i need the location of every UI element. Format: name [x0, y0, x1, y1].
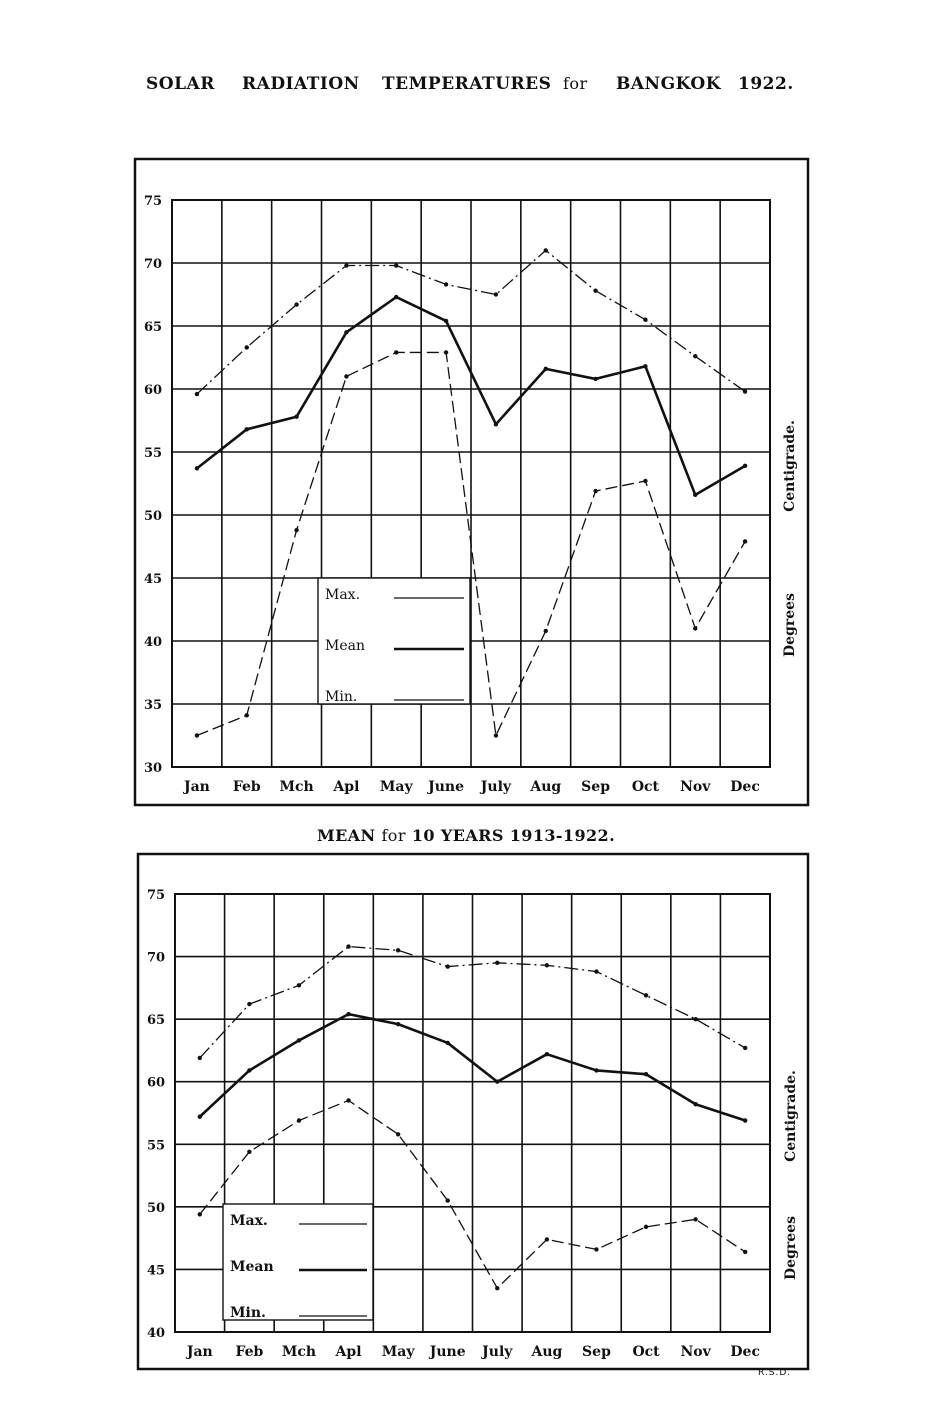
legend-label: Max. — [230, 1213, 268, 1229]
x-tick-label: Dec — [730, 1344, 760, 1360]
y-tick-label: 75 — [147, 888, 166, 903]
x-tick-label: May — [379, 779, 413, 795]
data-point-max — [245, 345, 249, 349]
y-tick-label: 40 — [147, 1326, 166, 1341]
data-point-min — [743, 539, 747, 543]
data-point-max — [743, 389, 747, 393]
legend-label: Max. — [325, 587, 361, 603]
data-point-min — [693, 626, 697, 630]
title-word-2: RADIATION — [242, 74, 360, 94]
x-tick-label: July — [482, 1344, 513, 1360]
data-point-max — [495, 961, 499, 965]
second-title-part-2: for — [381, 826, 406, 845]
y-tick-label: 75 — [144, 194, 163, 209]
data-point-mean — [495, 1080, 499, 1084]
data-point-min — [594, 1247, 598, 1251]
data-point-max — [594, 969, 598, 973]
y-axis-label-degrees: Degrees — [783, 1216, 799, 1280]
data-point-mean — [344, 330, 348, 334]
x-tick-label: June — [428, 779, 465, 795]
data-point-min — [245, 713, 249, 717]
x-tick-label: Apl — [335, 1344, 362, 1360]
data-point-mean — [294, 415, 298, 419]
data-point-min — [297, 1118, 301, 1122]
y-tick-label: 60 — [144, 383, 163, 398]
data-point-mean — [297, 1038, 301, 1042]
title-word-4: for — [563, 74, 588, 93]
data-point-min — [294, 528, 298, 532]
data-point-mean — [346, 1012, 350, 1016]
legend-label: Min. — [325, 689, 358, 705]
data-point-mean — [396, 1022, 400, 1026]
data-point-min — [495, 1286, 499, 1290]
data-point-min — [394, 350, 398, 354]
data-point-mean — [545, 1052, 549, 1056]
data-point-max — [396, 948, 400, 952]
legend-label: Mean — [325, 638, 365, 654]
x-tick-label: Dec — [730, 779, 760, 795]
y-axis-label-centigrade: Centigrade. — [782, 420, 798, 512]
data-point-max — [198, 1056, 202, 1060]
data-point-mean — [394, 295, 398, 299]
chart-2 — [138, 854, 808, 1369]
data-point-mean — [195, 466, 199, 470]
data-point-mean — [594, 1068, 598, 1072]
data-point-mean — [743, 1118, 747, 1122]
y-tick-label: 65 — [144, 320, 163, 335]
y-tick-label: 50 — [144, 509, 163, 524]
x-tick-label: Nov — [680, 779, 711, 795]
x-tick-label: July — [480, 779, 512, 795]
data-point-max — [593, 289, 597, 293]
data-point-max — [444, 282, 448, 286]
y-axis-label-centigrade: Centigrade. — [783, 1070, 799, 1162]
data-point-mean — [693, 493, 697, 497]
chart-1 — [135, 159, 808, 805]
y-tick-label: 30 — [144, 761, 163, 776]
data-point-max — [693, 354, 697, 358]
x-tick-label: Feb — [235, 1344, 264, 1360]
data-point-min — [344, 374, 348, 378]
data-point-min — [593, 489, 597, 493]
legend-label: Min. — [230, 1305, 266, 1321]
y-tick-label: 45 — [144, 572, 163, 587]
second-title-part-1: MEAN — [316, 826, 376, 845]
data-point-mean — [743, 464, 747, 468]
data-point-min — [693, 1217, 697, 1221]
y-tick-label: 70 — [147, 950, 166, 966]
x-tick-label: Feb — [232, 779, 261, 795]
data-point-max — [346, 944, 350, 948]
data-point-mean — [247, 1068, 251, 1072]
x-tick-label: Sep — [581, 779, 610, 795]
y-tick-label: 45 — [147, 1263, 166, 1279]
x-tick-label: Mch — [281, 1344, 317, 1360]
x-tick-label: Mch — [279, 779, 314, 795]
data-point-max — [195, 392, 199, 396]
data-point-max — [297, 983, 301, 987]
x-tick-label: Nov — [680, 1344, 711, 1360]
data-point-min — [444, 350, 448, 354]
y-tick-label: 70 — [144, 257, 163, 272]
x-tick-label: Jan — [186, 1344, 213, 1360]
data-point-max — [344, 263, 348, 267]
x-tick-label: Apl — [333, 779, 360, 795]
x-tick-label: Jan — [183, 779, 210, 795]
y-tick-label: 55 — [147, 1138, 166, 1154]
data-point-max — [394, 263, 398, 267]
data-point-mean — [544, 367, 548, 371]
x-tick-label: Sep — [582, 1344, 611, 1360]
y-tick-label: 35 — [144, 698, 163, 713]
y-tick-label: 50 — [147, 1200, 166, 1216]
data-point-max — [446, 964, 450, 968]
footer-initials: R.S.D. — [758, 1368, 792, 1378]
data-point-mean — [643, 364, 647, 368]
data-point-max — [743, 1046, 747, 1050]
data-point-max — [693, 1017, 697, 1021]
x-tick-label: May — [381, 1344, 415, 1360]
data-point-mean — [593, 377, 597, 381]
y-tick-label: 40 — [144, 635, 163, 650]
data-point-min — [446, 1198, 450, 1202]
data-point-min — [545, 1237, 549, 1241]
data-point-min — [396, 1132, 400, 1136]
data-point-min — [247, 1150, 251, 1154]
data-point-mean — [693, 1102, 697, 1106]
data-point-max — [545, 963, 549, 967]
data-point-mean — [494, 422, 498, 426]
data-point-max — [247, 1002, 251, 1006]
data-point-min — [494, 733, 498, 737]
title-word-6: 1922. — [738, 74, 794, 94]
data-point-max — [494, 292, 498, 296]
data-point-max — [544, 248, 548, 252]
data-point-mean — [198, 1115, 202, 1119]
data-point-mean — [245, 427, 249, 431]
data-point-min — [743, 1250, 747, 1254]
data-point-min — [195, 733, 199, 737]
legend-label: Mean — [230, 1259, 274, 1275]
title-word-3: TEMPERATURES — [382, 74, 552, 94]
title-word-1: SOLAR — [146, 74, 215, 94]
y-axis-label-degrees: Degrees — [782, 593, 798, 657]
x-tick-label: Aug — [531, 1344, 563, 1360]
data-point-max — [643, 318, 647, 322]
x-tick-label: Aug — [530, 779, 562, 795]
data-point-min — [644, 1225, 648, 1229]
data-point-min — [198, 1212, 202, 1216]
data-point-min — [544, 629, 548, 633]
x-tick-label: June — [429, 1344, 466, 1360]
x-tick-label: Oct — [632, 1344, 660, 1360]
second-title-part-3: 10 YEARS 1913-1922. — [411, 826, 616, 845]
y-tick-label: 55 — [144, 446, 163, 461]
data-point-max — [644, 993, 648, 997]
title-word-5: BANGKOK — [616, 74, 722, 94]
x-tick-label: Oct — [631, 779, 660, 795]
data-point-max — [294, 302, 298, 306]
data-point-mean — [446, 1041, 450, 1045]
y-tick-label: 60 — [147, 1075, 166, 1091]
y-tick-label: 65 — [147, 1013, 166, 1029]
data-point-mean — [644, 1072, 648, 1076]
data-point-mean — [444, 319, 448, 323]
data-point-min — [346, 1098, 350, 1102]
data-point-min — [643, 479, 647, 483]
